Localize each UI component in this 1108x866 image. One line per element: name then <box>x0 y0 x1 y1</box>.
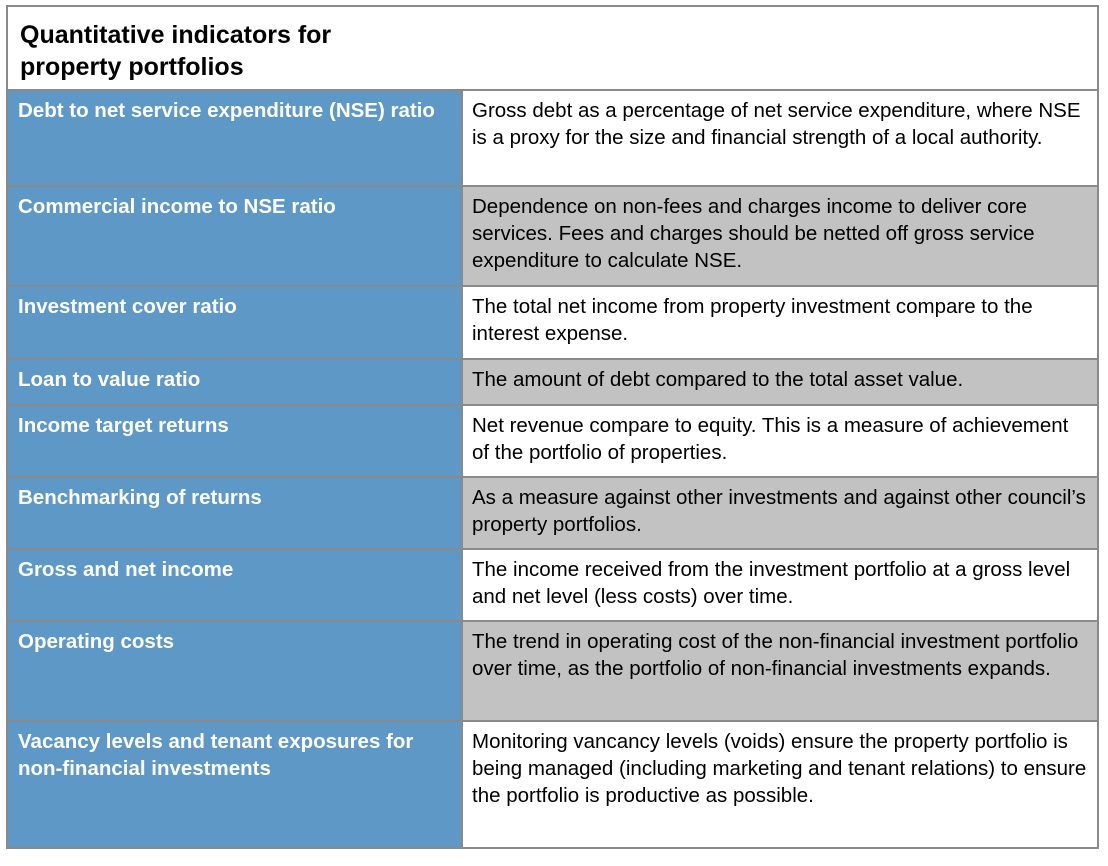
indicator-description: The total net income from property investment compare to the interest expense. <box>463 287 1097 358</box>
indicator-label: Operating costs <box>8 622 463 720</box>
indicator-label: Gross and net income <box>8 550 463 620</box>
indicator-description: Monitoring vancancy levels (voids) ensure the property portfolio is being managed (including marketing and tenant relations) to ensure the portfolio is productive as possible. <box>463 722 1097 847</box>
indicator-description: Net revenue compare to equity. This is a measure of achievement of the portfolio of properties. <box>463 406 1097 476</box>
table-row <box>8 478 1097 550</box>
table-title: Quantitative indicators for property portfolios <box>20 21 332 81</box>
indicator-description: As a measure against other investments and against other council’s property portfolios. <box>463 478 1097 548</box>
indicator-description: The income received from the investment portfolio at a gross level and net level (less costs) over time. <box>463 550 1097 620</box>
table-row <box>8 360 1097 406</box>
table-row <box>8 287 1097 360</box>
indicator-label: Debt to net service expenditure (NSE) ratio <box>8 91 463 185</box>
table-row <box>8 187 1097 287</box>
indicators-table <box>6 5 1099 849</box>
indicator-label: Loan to value ratio <box>8 360 463 404</box>
indicator-description: Gross debt as a percentage of net service expenditure, where NSE is a proxy for the size and financial strength of a local authority. <box>463 91 1097 185</box>
indicator-description: The amount of debt compared to the total asset value. <box>463 360 1097 404</box>
indicator-label: Commercial income to NSE ratio <box>8 187 463 285</box>
table-row <box>8 406 1097 478</box>
indicator-label: Vacancy levels and tenant exposures for non-financial investments <box>8 722 463 847</box>
table-row <box>8 622 1097 722</box>
table-title-row <box>8 7 1097 91</box>
indicator-description: The trend in operating cost of the non-financial investment portfolio over time, as the portfolio of non-financial investments expands. <box>463 622 1097 720</box>
indicator-label: Benchmarking of returns <box>8 478 463 548</box>
indicator-description: Dependence on non-fees and charges income to deliver core services. Fees and charges should be netted off gross service expenditure to calculate NSE. <box>463 187 1097 285</box>
indicator-label: Investment cover ratio <box>8 287 463 358</box>
table-row <box>8 91 1097 187</box>
indicator-label: Income target returns <box>8 406 463 476</box>
table-row <box>8 550 1097 622</box>
table-row <box>8 722 1097 847</box>
